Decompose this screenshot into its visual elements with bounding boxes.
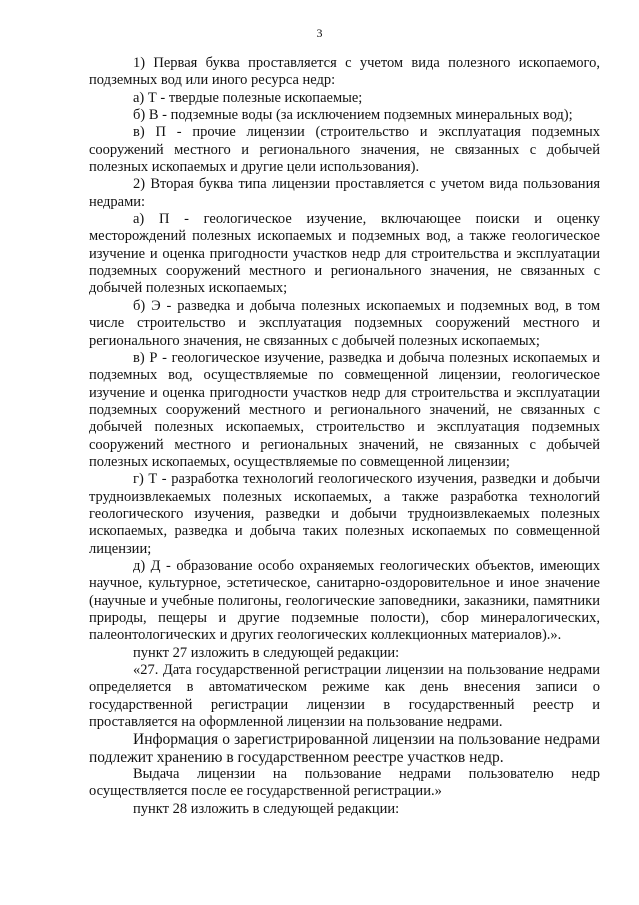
- paragraph-first-letter-rule: 1) Первая буква проставляется с учетом вида полезного ископаемого, подземных вод или иного ресурса недр:: [89, 55, 600, 89]
- paragraph-item-v-combined: в) Р - геологическое изучение, разведка и добыча полезных ископаемых и подземных вод, осуществляемые по совмещенной лицензии, геологическое изучение и оценка пригодности участков недр для строительства и эксплуатации подземных сооружений местного и регионального значений, не связанных с добычей полезных ископаемых, строительство и эксплуатация подземных сооружений местного и региональных значений, не связанных с добычей полезных ископаемых, осуществляемые по совмещенной лицензии;: [89, 349, 600, 470]
- paragraph-item-g-technology: г) Т - разработка технологий геологического изучения, разведки и добычи трудноизвлекаемых полезных ископаемых, а также разработка технологий геологического изучения, разведки и добычи трудноизвлекаемых полезных ископаемых, разведка и добыча таких полезных ископаемых по совмещенной лицензии;: [89, 471, 600, 557]
- paragraph-item-b-groundwater: б) В - подземные воды (за исключением подземных минеральных вод);: [133, 107, 573, 124]
- paragraph-item-b-extraction: б) Э - разведка и добыча полезных ископаемых и подземных вод, в том числе строительство и эксплуатация подземных сооружений местного и регионального значения, не связанных с добычей полезных ископаемых;: [89, 297, 600, 349]
- document-body: [89, 55, 600, 818]
- paragraph-item-a-solid: а) Т - твердые полезные ископаемые;: [133, 89, 363, 106]
- paragraph-license-issuance: Выдача лицензии на пользование недрами пользователю недр осуществляется после ее государственной регистрации.»: [89, 766, 600, 800]
- paragraph-clause-27-text: «27. Дата государственной регистрации лицензии на пользование недрами определяется в автоматическом режиме как день внесения записи о государственной регистрации лицензии в государственный реестр и проставляется на оформленной лицензии на пользование недрами.: [89, 662, 600, 731]
- paragraph-item-a-exploration: а) П - геологическое изучение, включающее поиски и оценку месторождений полезных ископаемых и подземных вод, а также геологическое изучение и оценка пригодности участков недр для строительства и эксплуатации подземных сооружений местного и регионального значения, не связанных с добычей полезных ископаемых;: [89, 211, 600, 297]
- paragraph-item-v-other: в) П - прочие лицензии (строительство и эксплуатация подземных сооружений местного и регионального значения, не связанных с добычей полезных ископаемых и другие цели использования).: [89, 124, 600, 176]
- paragraph-second-letter-rule: 2) Вторая буква типа лицензии проставляется с учетом вида пользования недрами:: [89, 176, 600, 210]
- paragraph-item-d-protected: д) Д - образование особо охраняемых геологических объектов, имеющих научное, культурное, эстетическое, санитарно-оздоровительное и иное значение (научные и учебные полигоны, геологические заповедники, заказники, памятники природы, пещеры и другие подземные полости), сбор минералогических, палеонтологических и других геологических коллекционных материалов).».: [89, 557, 600, 644]
- paragraph-clause-27-intro: пункт 27 изложить в следующей редакции:: [133, 644, 400, 661]
- paragraph-registry-info: Информация о зарегистрированной лицензии на пользование недрами подлежит хранению в государственном реестре участков недр.: [89, 731, 600, 766]
- paragraph-clause-28-intro: пункт 28 изложить в следующей редакции:: [133, 800, 400, 817]
- page-number: 3: [316, 26, 323, 40]
